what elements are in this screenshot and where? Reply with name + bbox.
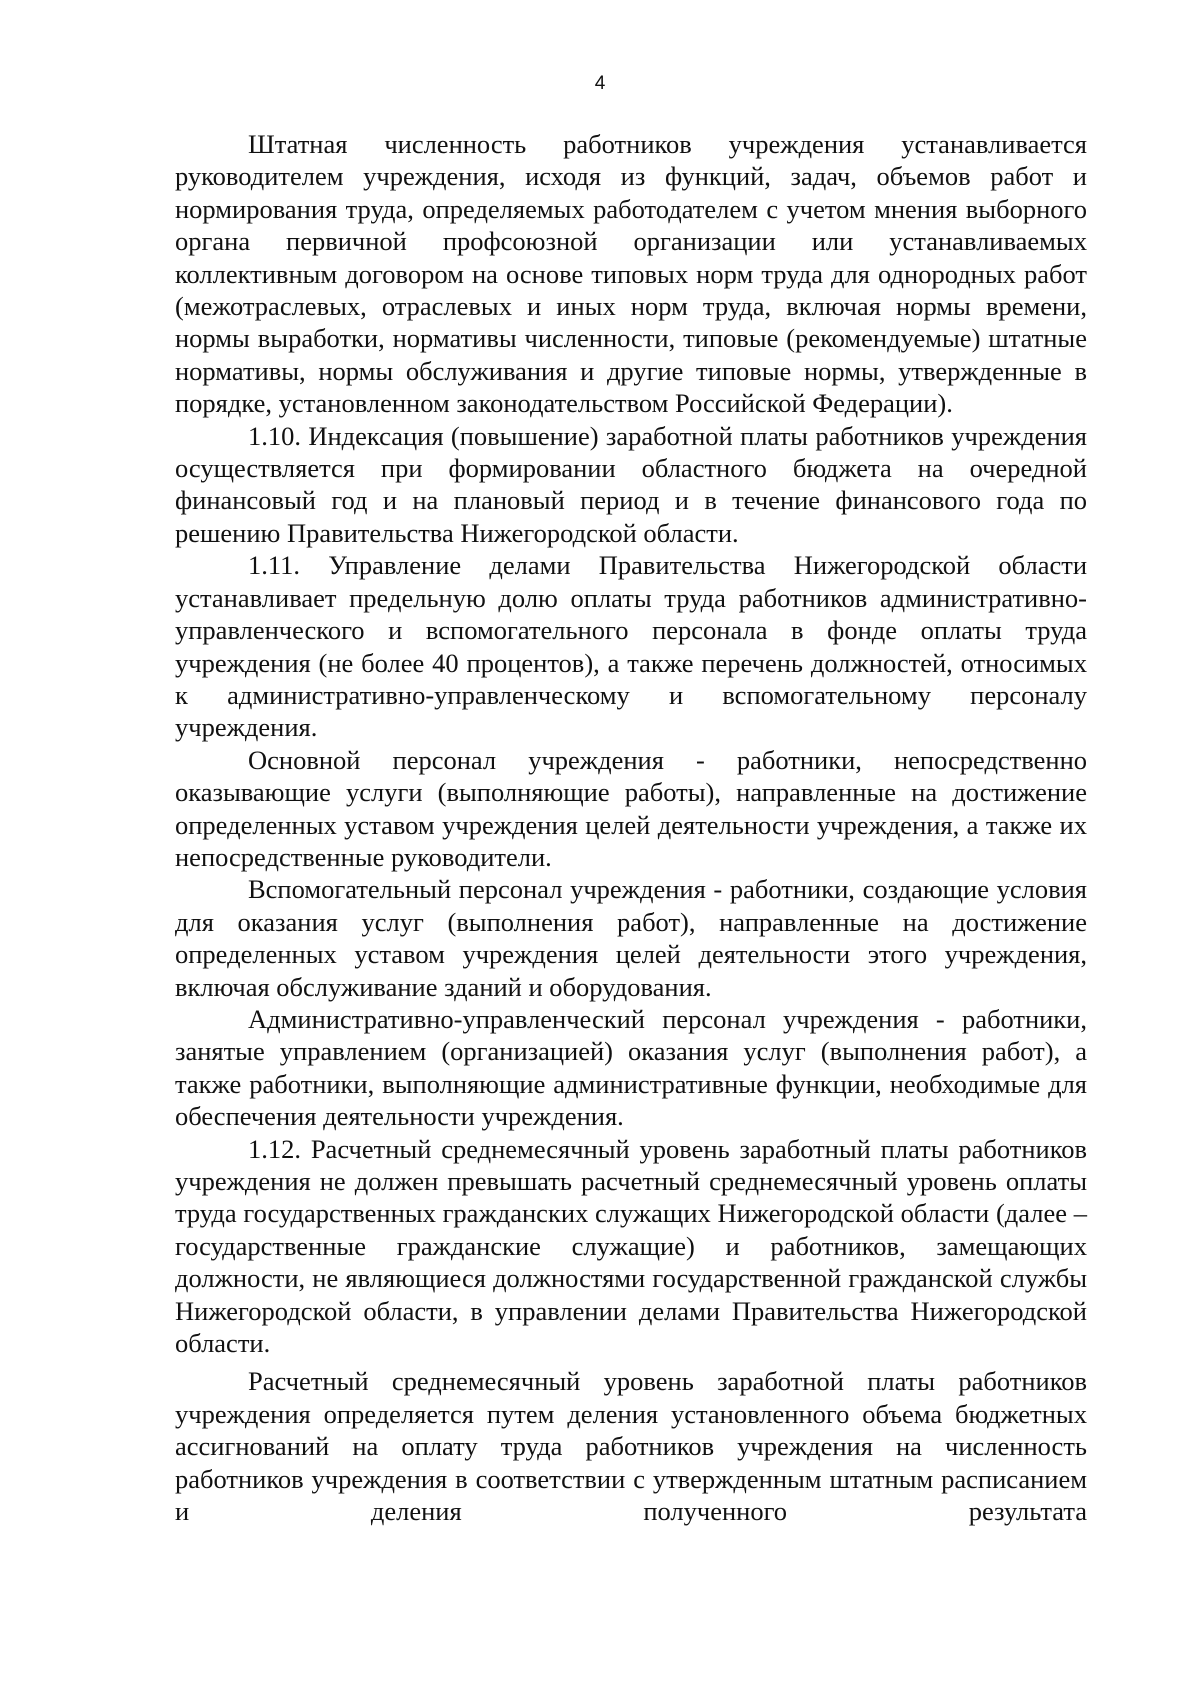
paragraph-salary-calculation: Расчетный среднемесячный уровень заработной платы работников учреждения определяется путем деления установленного объема бюджетных ассигнований на оплату труда работников учреждения на численность работников учреждения в соответствии с утвержденным штатным расписанием и деления полученного результата <box>175 1366 1087 1527</box>
paragraph-1-10-indexation: 1.10. Индексация (повышение) заработной платы работников учреждения осуществляется при формировании областного бюджета на очередной финансовый год и на плановый период и в течение финансового года по решению Правительства Нижегородской области. <box>175 420 1087 548</box>
paragraph-staffing: Штатная численность работников учреждения устанавливается руководителем учреждения, исходя из функций, задач, объемов работ и нормирования труда, определяемых работодателем с учетом мнения выборного органа первичной профсоюзной организации или устанавливаемых коллективным договором на основе типовых норм труда для однородных работ (межотраслевых, отраслевых и иных норм труда, включая нормы времени, нормы выработки, нормативы численности, типовые (рекомендуемые) штатные нормативы, нормы обслуживания и другие типовые нормы, утвержденные в порядке, установленном законодательством Российской Федерации). <box>175 129 1087 419</box>
paragraph-1-12-salary-level: 1.12. Расчетный среднемесячный уровень заработный платы работников учреждения не должен превышать расчетный среднемесячный уровень оплаты труда государственных гражданских служащих Нижегородской области (далее – государственные гражданские служащие) и работников, замещающих должности, не являющиеся должностями государственной гражданской службы Нижегородской области, в управлении делами Правительства Нижегородской области. <box>175 1133 1087 1359</box>
paragraph-admin-staff: Административно-управленческий персонал учреждения - работники, занятые управлением (организацией) оказания услуг (выполнения работ), а также работники, выполняющие административные функции, необходимые для обеспечения деятельности учреждения. <box>175 1003 1087 1132</box>
page-number: 4 <box>594 73 606 94</box>
paragraph-support-staff: Вспомогательный персонал учреждения - работники, создающие условия для оказания услуг (выполнения работ), направленные на достижение определенных уставом учреждения целей деятельности этого учреждения, включая обслуживание зданий и оборудования. <box>175 874 1087 1002</box>
paragraph-1-11-payroll-share: 1.11. Управление делами Правительства Нижегородской области устанавливает предельную долю оплаты труда работников административно-управленческого и вспомогательного персонала в фонде оплаты труда учреждения (не более 40 процентов), а также перечень должностей, относимых к административно-управленческому и вспомогательному персоналу учреждения. <box>175 550 1087 743</box>
document-body <box>175 128 1087 1527</box>
paragraph-core-staff: Основной персонал учреждения - работники, непосредственно оказывающие услуги (выполняющие работы), направленные на достижение определенных уставом учреждения целей деятельности учреждения, а также их непосредственные руководители. <box>175 744 1087 872</box>
